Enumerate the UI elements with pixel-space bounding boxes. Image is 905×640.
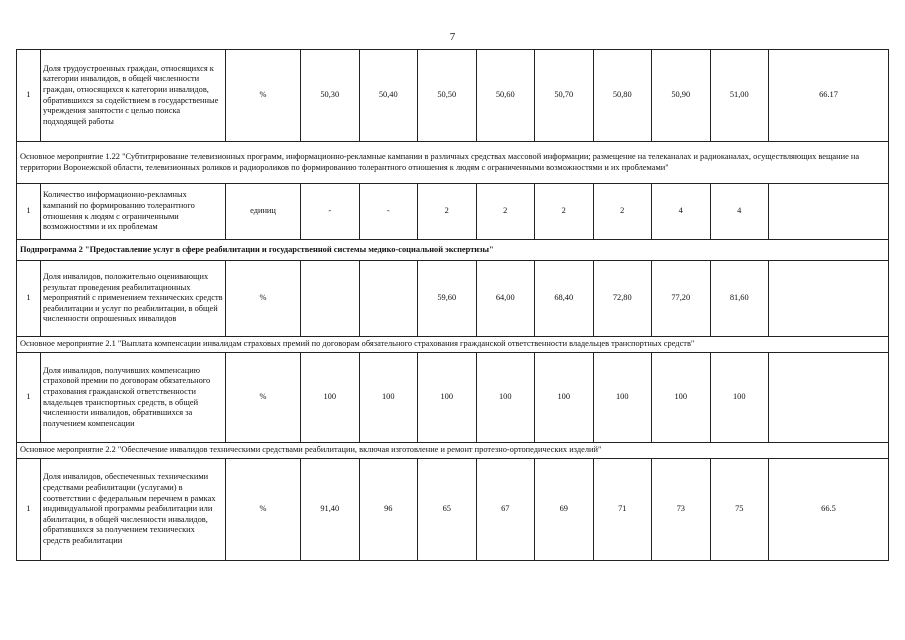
value-cell [769, 261, 889, 337]
value-cell: - [359, 184, 418, 240]
value-cell: 50,50 [418, 50, 477, 142]
value-cell: 50,80 [593, 50, 652, 142]
value-cell: 81,60 [710, 261, 769, 337]
value-cell: 96 [359, 459, 418, 561]
row-number-cell: 1 [17, 353, 41, 443]
activity-title: Основное мероприятие 2.1 "Выплата компенсации инвалидам страховых премий по договорам обязательного страхования гражданской ответственности владельцев транспортных средств" [17, 337, 889, 353]
value-cell: 2 [593, 184, 652, 240]
value-cell: 91,40 [301, 459, 360, 561]
value-cell: 75 [710, 459, 769, 561]
value-cell: 50,90 [652, 50, 711, 142]
table-row [17, 353, 889, 443]
value-cell: 51,00 [710, 50, 769, 142]
indicator-name-cell: Доля инвалидов, положительно оценивающих результат проведения реабилитационных мероприятий с применением технических средств реабилитации и услуг по реабилитации, в общей численности опрошенных инвалидов [41, 261, 226, 337]
unit-cell: % [226, 50, 301, 142]
unit-cell: единиц [226, 184, 301, 240]
indicator-name-cell: Доля инвалидов, получивших компенсацию страховой премии по договорам обязательного страхования гражданской ответственности владельцев транспортных средств, в общей численности инвалидов, обратившихся за получением компенсации [41, 353, 226, 443]
row-number-cell: 1 [17, 50, 41, 142]
value-cell: 100 [593, 353, 652, 443]
value-cell: 59,60 [418, 261, 477, 337]
value-cell: 4 [710, 184, 769, 240]
value-cell [359, 261, 418, 337]
unit-cell: % [226, 261, 301, 337]
subprogram-header-row [17, 240, 889, 261]
value-cell: 2 [418, 184, 477, 240]
value-cell: 77,20 [652, 261, 711, 337]
value-cell: 66.17 [769, 50, 889, 142]
value-cell: 73 [652, 459, 711, 561]
value-cell: 100 [301, 353, 360, 443]
value-cell: 100 [418, 353, 477, 443]
value-cell: 2 [535, 184, 594, 240]
value-cell [301, 261, 360, 337]
table-row [17, 50, 889, 142]
value-cell: 65 [418, 459, 477, 561]
activity-header-row [17, 337, 889, 353]
value-cell [769, 184, 889, 240]
row-number-cell: 1 [17, 459, 41, 561]
value-cell: 71 [593, 459, 652, 561]
page-number: 7 [449, 31, 456, 43]
activity-header-row [17, 142, 889, 184]
activity-header-row [17, 443, 889, 459]
value-cell: 50,30 [301, 50, 360, 142]
value-cell: 100 [710, 353, 769, 443]
activity-title: Основное мероприятие 1.22 "Субтитрирование телевизионных программ, информационно-рекламные кампании в различных средствах массовой информации; размещение на телеканалах и радиоканалах, осуществляющих вещание на территории Воронежской области, телевизионных роликов и радиороликов по формированию толерантного отношения к людям с ограниченными возможностями и их проблемами" [17, 142, 889, 184]
value-cell: 64,00 [476, 261, 535, 337]
value-cell: 72,80 [593, 261, 652, 337]
value-cell: 100 [359, 353, 418, 443]
table-row [17, 184, 889, 240]
value-cell: 66.5 [769, 459, 889, 561]
row-number-cell: 1 [17, 261, 41, 337]
indicator-name-cell: Доля инвалидов, обеспеченных техническими средствами реабилитации (услугами) в соответствии с федеральным перечнем в рамках индивидуальной программы реабилитации или абилитации, в общей численности инвалидов, обратившихся за получением технических средств реабилитации [41, 459, 226, 561]
value-cell: 100 [535, 353, 594, 443]
value-cell: 4 [652, 184, 711, 240]
value-cell: 100 [652, 353, 711, 443]
value-cell: 50,40 [359, 50, 418, 142]
unit-cell: % [226, 353, 301, 443]
indicator-name-cell: Доля трудоустроенных граждан, относящихся к категории инвалидов, в общей численности граждан, относящихся к категории инвалидов, обратившихся за содействием в государственные учреждения занятости с целью поиска подходящей работы [41, 50, 226, 142]
table-row [17, 459, 889, 561]
value-cell: - [301, 184, 360, 240]
indicators-table [16, 49, 889, 561]
value-cell: 2 [476, 184, 535, 240]
subprogram-title: Подпрограмма 2 "Предоставление услуг в сфере реабилитации и государственной системы медико-социальной экспертизы" [17, 240, 889, 261]
table-row [17, 261, 889, 337]
value-cell: 50,60 [476, 50, 535, 142]
row-number-cell: 1 [17, 184, 41, 240]
activity-title: Основное мероприятие 2.2 "Обеспечение инвалидов техническими средствами реабилитации, включая изготовление и ремонт протезно-ортопедических изделий" [17, 443, 889, 459]
value-cell: 50,70 [535, 50, 594, 142]
value-cell: 69 [535, 459, 594, 561]
indicator-name-cell: Количество информационно-рекламных кампаний по формированию толерантного отношения к людям с ограниченными возможностями и их проблемам [41, 184, 226, 240]
value-cell: 67 [476, 459, 535, 561]
value-cell: 100 [476, 353, 535, 443]
value-cell: 68,40 [535, 261, 594, 337]
value-cell [769, 353, 889, 443]
unit-cell: % [226, 459, 301, 561]
